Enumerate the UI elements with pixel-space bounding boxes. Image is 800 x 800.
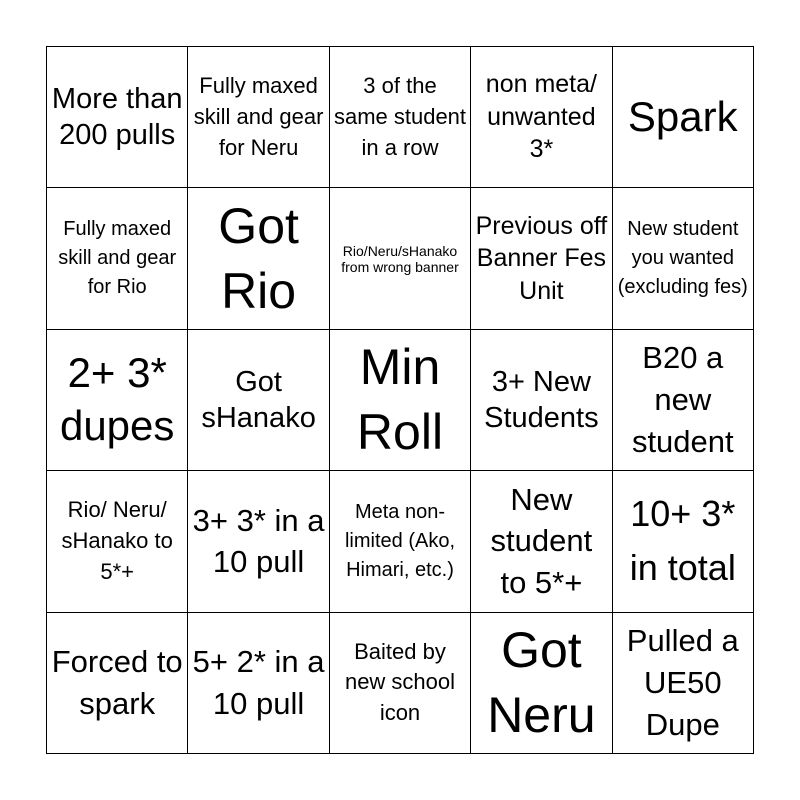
bingo-cell-ue50-dupe[interactable]: Pulled a UE50 Dupe bbox=[613, 613, 754, 754]
bingo-cell-same-student-row[interactable]: 3 of the same student in a row bbox=[330, 47, 471, 188]
bingo-cell-new-student-5star[interactable]: New student to 5*+ bbox=[471, 471, 612, 612]
bingo-cell-got-rio[interactable]: Got Rio bbox=[188, 188, 329, 329]
bingo-cell-non-meta-3star[interactable]: non meta/ unwanted 3* bbox=[471, 47, 612, 188]
bingo-cell-baited-school-icon[interactable]: Baited by new school icon bbox=[330, 613, 471, 754]
bingo-cell-more-than-200-pulls[interactable]: More than 200 pulls bbox=[47, 47, 188, 188]
bingo-cell-3star-dupes[interactable]: 2+ 3* dupes bbox=[47, 330, 188, 471]
bingo-cell-meta-non-limited[interactable]: Meta non-limited (Ako, Himari, etc.) bbox=[330, 471, 471, 612]
bingo-cell-b20-new-student[interactable]: B20 a new student bbox=[613, 330, 754, 471]
bingo-cell-wrong-banner[interactable]: Rio/Neru/sHanako from wrong banner bbox=[330, 188, 471, 329]
bingo-board bbox=[46, 46, 754, 754]
bingo-cell-10-3star-total[interactable]: 10+ 3* in total bbox=[613, 471, 754, 612]
bingo-cell-got-neru[interactable]: Got Neru bbox=[471, 613, 612, 754]
bingo-cell-3star-in-10-pull[interactable]: 3+ 3* in a 10 pull bbox=[188, 471, 329, 612]
bingo-cell-min-roll[interactable]: Min Roll bbox=[330, 330, 471, 471]
bingo-cell-maxed-rio[interactable]: Fully maxed skill and gear for Rio bbox=[47, 188, 188, 329]
bingo-cell-limited-to-5star[interactable]: Rio/ Neru/ sHanako to 5*+ bbox=[47, 471, 188, 612]
bingo-cell-maxed-neru[interactable]: Fully maxed skill and gear for Neru bbox=[188, 47, 329, 188]
bingo-cell-new-students[interactable]: 3+ New Students bbox=[471, 330, 612, 471]
bingo-cell-spark[interactable]: Spark bbox=[613, 47, 754, 188]
bingo-cell-wanted-student[interactable]: New student you wanted (excluding fes) bbox=[613, 188, 754, 329]
bingo-cell-off-banner-fes[interactable]: Previous off Banner Fes Unit bbox=[471, 188, 612, 329]
bingo-cell-got-shanako[interactable]: Got sHanako bbox=[188, 330, 329, 471]
bingo-cell-forced-to-spark[interactable]: Forced to spark bbox=[47, 613, 188, 754]
bingo-cell-2star-in-10-pull[interactable]: 5+ 2* in a 10 pull bbox=[188, 613, 329, 754]
